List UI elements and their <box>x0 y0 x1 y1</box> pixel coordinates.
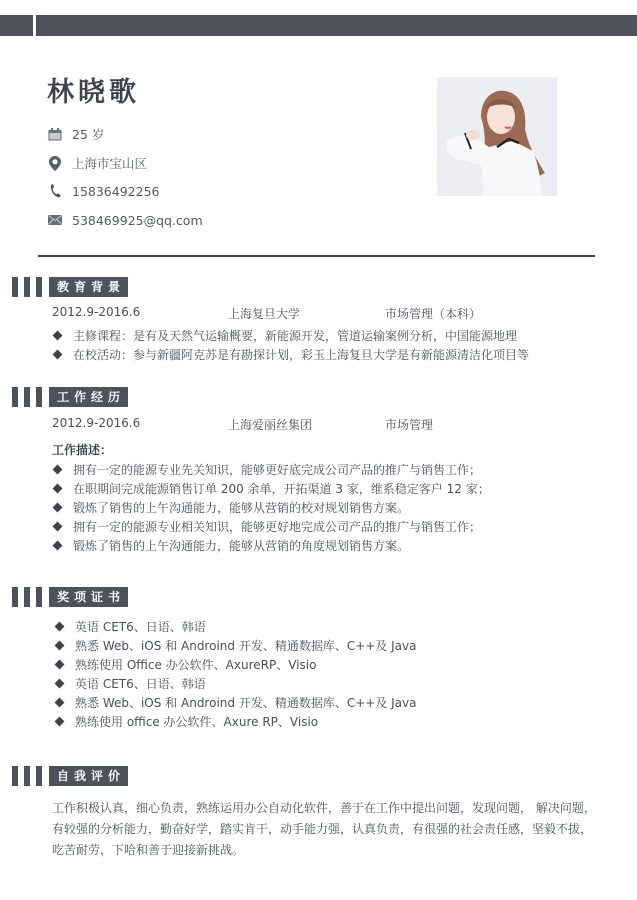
location-row <box>47 154 147 172</box>
list-item: 锻炼了销售的上午沟通能力，能够从营销的角度规划销售方案。 <box>54 537 409 554</box>
education-row <box>52 305 482 321</box>
mail-icon <box>47 212 63 228</box>
age-row <box>47 125 104 143</box>
section-bars-work <box>12 387 43 407</box>
education-major: 市场管理（本科） <box>385 307 482 321</box>
diamond-bullet-icon <box>55 679 65 689</box>
diamond-bullet-icon <box>53 541 63 551</box>
section-title-education: 教育背景 <box>49 277 128 297</box>
self-eval-text: 工作积极认真，细心负责，熟练运用办公自动化软件，善于在工作中提出问题，发现问题， 解决问题，有较强的分析能力，勤奋好学，踏实肯干，动手能力强，认真负责，有很强的社会责任感，坚毅不拔，吃苦耐劳，下哈和善于迎接新挑战。 <box>52 801 596 857</box>
header-divider <box>38 255 595 257</box>
section-bars-awards <box>12 587 43 607</box>
section-title-work: 工作经历 <box>49 387 128 407</box>
diamond-bullet-icon <box>55 660 65 670</box>
list-item: 在校活动：参与新疆阿克苏是有勘探计划，彩玉上海复旦大学是有新能源清洁化项目等 <box>54 346 529 363</box>
list-item: 拥有一定的能源专业相关知识，能够更好地完成公司产品的推广与销售工作； <box>54 518 481 535</box>
work-company: 上海爱丽丝集团 <box>228 418 313 432</box>
location-pin-icon <box>47 155 63 171</box>
section-title-self-eval: 自我评价 <box>49 766 128 786</box>
diamond-bullet-icon <box>55 622 65 632</box>
phone-row <box>47 183 159 199</box>
email-text: 538469925@qq.com <box>72 212 203 228</box>
list-item: 锻炼了销售的上午沟通能力，能够从营销的校对规划销售方案。 <box>54 499 409 516</box>
list-item: 主修课程：是有及天然气运输概要，新能源开发，管道运输案例分析，中国能源地理 <box>54 327 517 344</box>
profile-photo <box>437 77 557 196</box>
work-row <box>52 416 434 432</box>
education-school: 上海复旦大学 <box>228 307 301 321</box>
location-text: 上海市宝山区 <box>72 156 148 171</box>
section-bars-self-eval <box>12 766 43 786</box>
diamond-bullet-icon <box>53 350 63 360</box>
top-bar-left <box>0 15 33 36</box>
list-item: 熟练使用 office 办公软件、Axure RP、Visio <box>56 713 318 730</box>
diamond-bullet-icon <box>55 641 65 651</box>
candidate-name: 林晓歌 <box>47 77 140 108</box>
section-bars-education <box>12 277 43 297</box>
work-period: 2012.9-2016.6 <box>52 416 141 430</box>
diamond-bullet-icon <box>53 484 63 494</box>
work-position: 市场管理 <box>385 418 434 432</box>
top-bar-right <box>36 15 637 36</box>
education-period: 2012.9-2016.6 <box>52 305 141 319</box>
phone-icon <box>47 183 63 199</box>
diamond-bullet-icon <box>53 503 63 513</box>
list-item: 熟悉 Web、iOS 和 Androind 开发、精通数据库、C++及 Java <box>56 637 416 654</box>
diamond-bullet-icon <box>55 717 65 727</box>
list-item: 拥有一定的能源专业先关知识，能够更好底完成公司产品的推广与销售工作； <box>54 461 481 478</box>
diamond-bullet-icon <box>53 331 63 341</box>
list-item: 熟悉 Web、iOS 和 Androind 开发、精通数据库、C++及 Java <box>56 694 416 711</box>
list-item: 英语 CET6、日语、韩语 <box>56 618 206 635</box>
work-desc-label: 工作描述： <box>52 443 113 457</box>
section-title-awards: 奖项证书 <box>49 587 128 607</box>
diamond-bullet-icon <box>55 698 65 708</box>
diamond-bullet-icon <box>53 465 63 475</box>
email-row <box>47 212 203 228</box>
calendar-icon <box>47 126 63 142</box>
age-text: 25 岁 <box>72 127 105 142</box>
list-item: 熟练使用 Office 办公软件、AxureRP、Visio <box>56 656 316 673</box>
list-item: 英语 CET6、日语、韩语 <box>56 675 206 692</box>
phone-text: 15836492256 <box>72 183 160 199</box>
list-item: 在职期间完成能源销售订单 200 余单，开拓渠道 3 家，维系稳定客户 12 家； <box>54 480 490 497</box>
diamond-bullet-icon <box>53 522 63 532</box>
